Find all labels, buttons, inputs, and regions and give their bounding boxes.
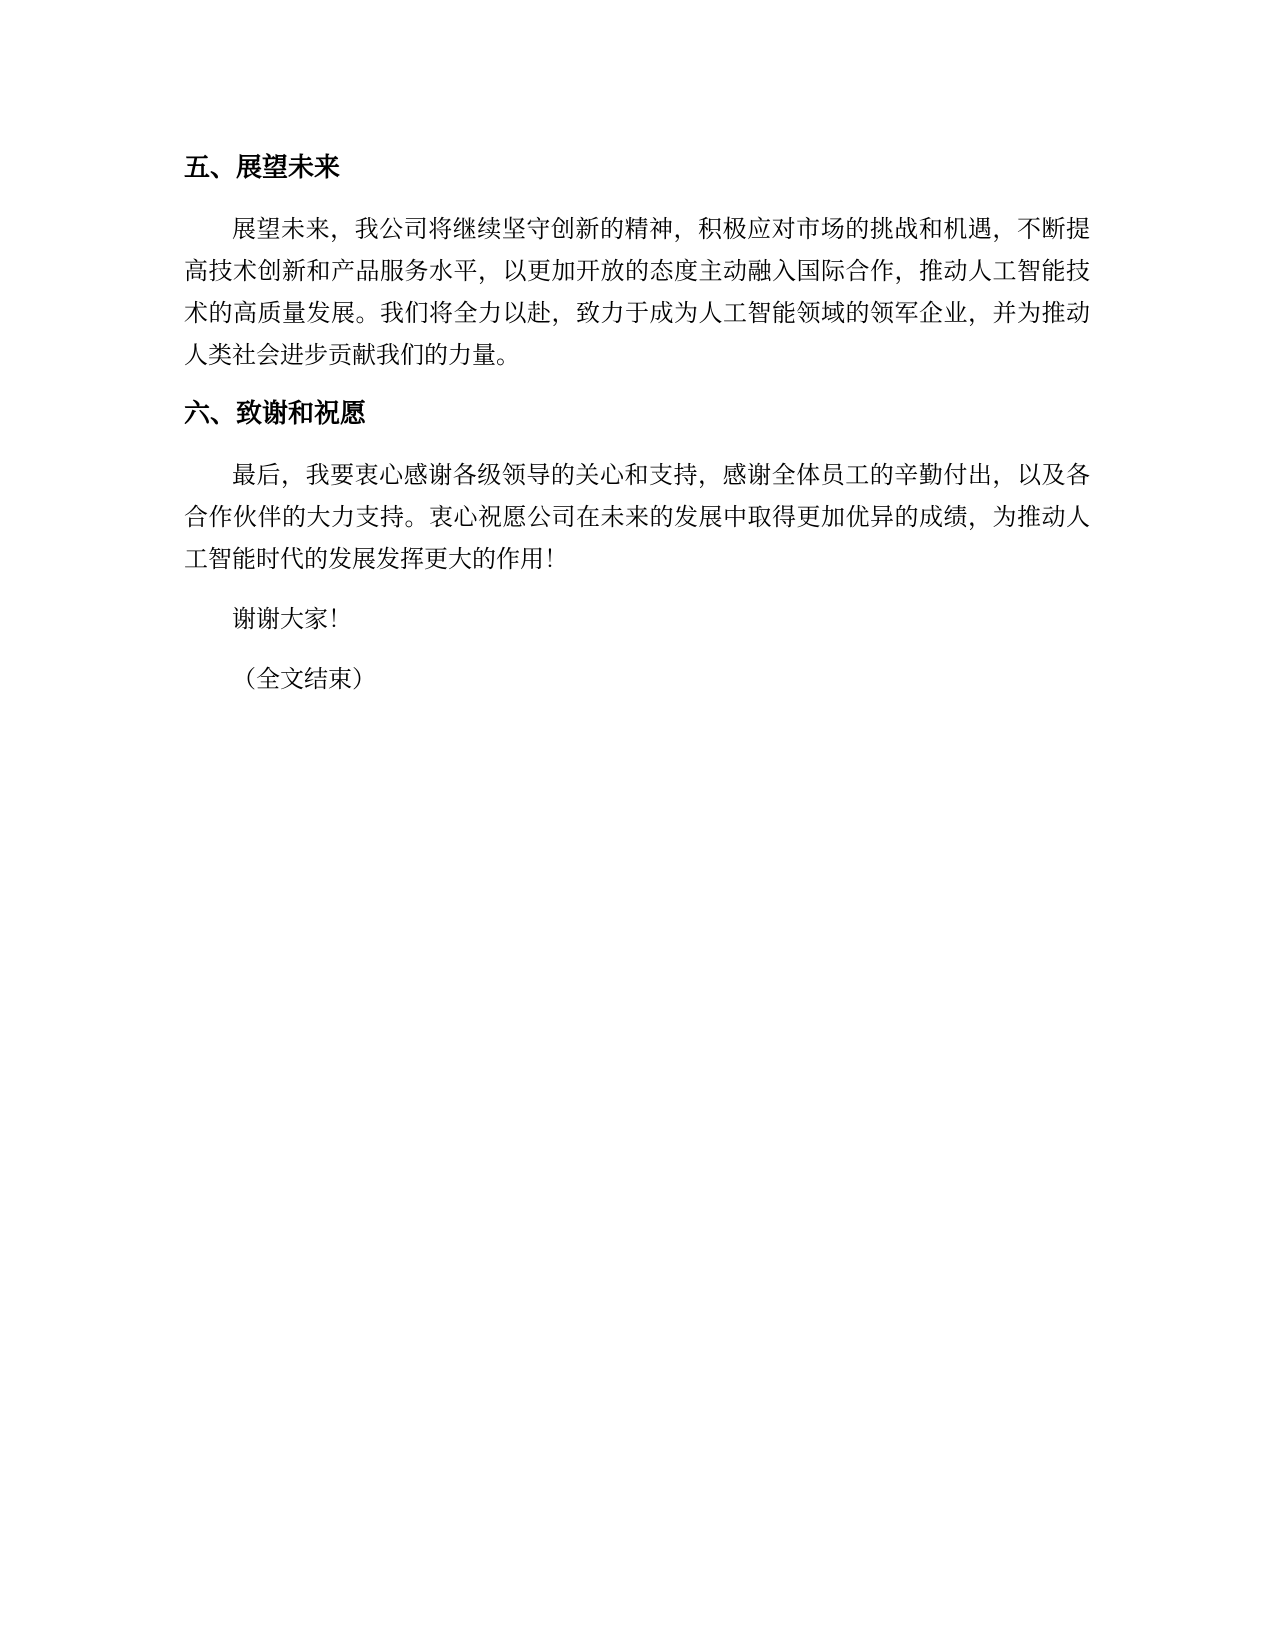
spacer: [184, 640, 1090, 658]
closing-end-note: （全文结束）: [232, 665, 376, 693]
spacer: [184, 580, 1090, 598]
section-heading-outlook: 五、展望未来: [184, 153, 341, 183]
spacer: [184, 434, 1090, 454]
section-paragraph-outlook: 展望未来，我公司将继续坚守创新的精神，积极应对市场的挑战和机遇，不断提高技术创新和产品服务水平，以更加开放的态度主动融入国际合作，推动人工智能技术的高质量发展。我们将全力以赴，致力于成为人工智能领域的领军企业，并为推动人类社会进步贡献我们的力量。: [184, 215, 1090, 369]
section-paragraph-thanks: 最后，我要衷心感谢各级领导的关心和支持，感谢全体员工的辛勤付出，以及各合作伙伴的大力支持。衷心祝愿公司在未来的发展中取得更加优异的成绩，为推动人工智能时代的发展发挥更大的作用！: [184, 461, 1090, 573]
closing-thanks: 谢谢大家！: [232, 605, 352, 633]
section-heading-thanks: 六、致谢和祝愿: [184, 399, 367, 429]
spacer: [184, 376, 1090, 394]
document-page: [184, 148, 1090, 700]
spacer: [184, 188, 1090, 208]
